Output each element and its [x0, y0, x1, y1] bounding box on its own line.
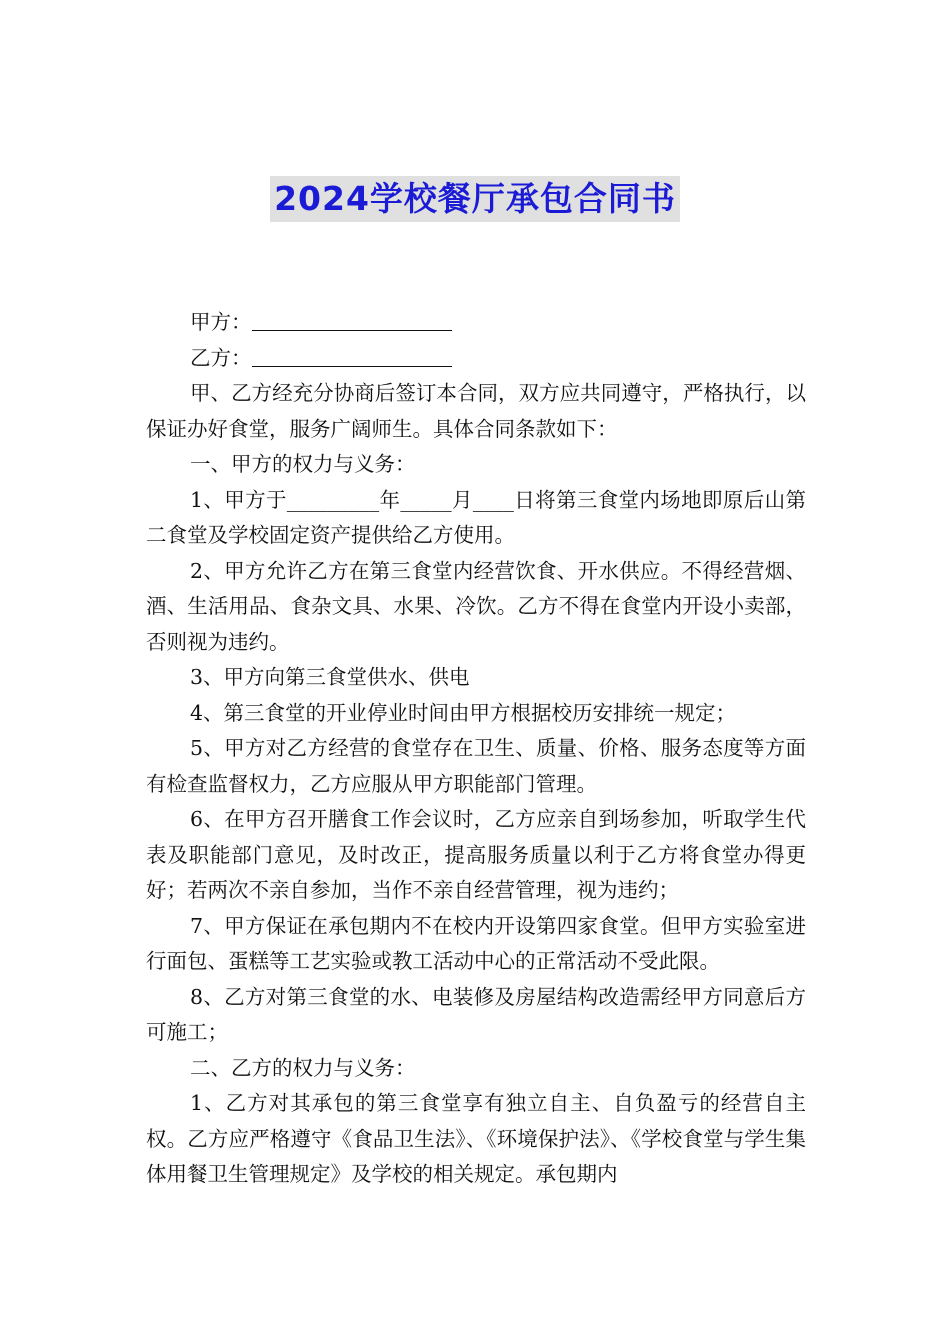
party-b-label: 乙方：: [190, 345, 252, 370]
section-2-heading: 二、乙方的权力与义务：: [190, 1055, 416, 1080]
party-b-line: [146, 341, 806, 377]
party-a-label: 甲方：: [190, 310, 252, 334]
section-1-item-2: 2、甲方允许乙方在第三食堂内经营饮食、开水供应。不得经营烟、酒、生活用品、食杂文具、水果、冷饮。乙方不得在食堂内开设小卖部，否则视为违约。: [146, 558, 806, 654]
section-1-item-1: 1、甲方于_________年_____月____日将第三食堂内场地即原后山第二食堂及学校固定资产提供给乙方使用。: [146, 487, 806, 547]
section-1-item-4: 4、第三食堂的开业停业时间由甲方根据校历安排统一规定；: [190, 700, 737, 725]
party-a-blank: [252, 310, 452, 331]
section-1-item-5: 5、甲方对乙方经营的食堂存在卫生、质量、价格、服务态度等方面有检查监督权力，乙方应服从甲方职能部门管理。: [146, 736, 806, 796]
title-area: [0, 176, 950, 222]
party-b-blank: [252, 346, 452, 367]
section-1-heading: 一、甲方的权力与义务：: [190, 452, 416, 476]
section-2-item-1: 1、乙方对其承包的第三食堂享有独立自主、自负盈亏的经营自主权。乙方应严格遵守《食品卫生法》、《环境保护法》、《学校食堂与学生集体用餐卫生管理规定》及学校的相关规定。承包期内: [146, 1091, 806, 1186]
section-1-item-6: 6、在甲方召开膳食工作会议时，乙方应亲自到场参加，听取学生代表及职能部门意见，及时改正，提高服务质量以利于乙方将食堂办得更好；若两次不亲自参加，当作不亲自经营管理，视为违约；: [146, 807, 806, 902]
section-1-item-8: 8、乙方对第三食堂的水、电装修及房屋结构改造需经甲方同意后方可施工；: [146, 984, 806, 1044]
intro-paragraph: 甲、乙方经充分协商后签订本合同，双方应共同遵守，严格执行，以保证办好食堂，服务广阔师生。具体合同条款如下：: [146, 381, 806, 441]
document-title: 2024学校餐厅承包合同书: [270, 176, 680, 222]
section-1-item-7: 7、甲方保证在承包期内不在校内开设第四家食堂。但甲方实验室进行面包、蛋糕等工艺实验或教工活动中心的正常活动不受此限。: [146, 913, 806, 973]
party-a-line: [146, 305, 806, 341]
document-body: [146, 305, 806, 1193]
section-1-item-3: 3、甲方向第三食堂供水、供电: [190, 665, 470, 689]
